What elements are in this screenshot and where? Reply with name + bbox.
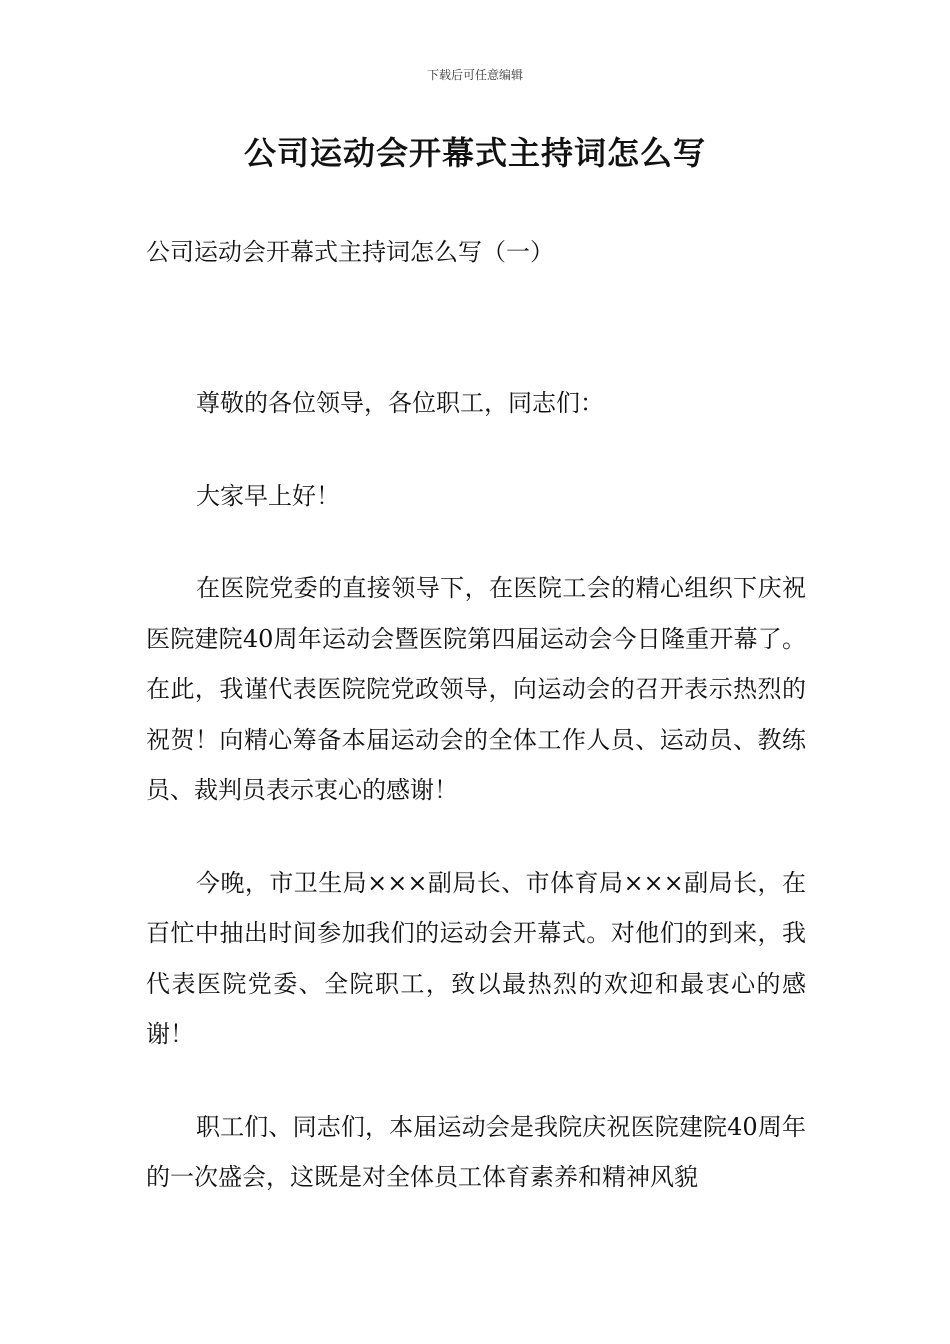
- paragraph-welcome-guests: 今晚，市卫生局×××副局长、市体育局×××副局长，在百忙中抽出时间参加我们的运动会开幕式。对他们的到来，我代表医院党委、全院职工，致以最热烈的欢迎和最衷心的感谢！: [146, 868, 806, 1048]
- paragraph-salutation: 尊敬的各位领导，各位职工，同志们：: [196, 389, 604, 417]
- header-note: 下载后可任意编辑: [426, 68, 523, 82]
- paragraph-opening: 在医院党委的直接领导下，在医院工会的精心组织下庆祝医院建院40周年运动会暨医院第四届运动会今日隆重开幕了。在此，我谨代表医院院党政领导，向运动会的召开表示热烈的祝贺！向精心筹备本届运动会的全体工作人员、运动员、教练员、裁判员表示衷心的感谢！: [146, 574, 806, 804]
- paragraph-significance: 职工们、同志们，本届运动会是我院庆祝医院建院40周年的一次盛会，这既是对全体员工体育素养和精神风貌: [146, 1112, 806, 1191]
- section-heading: 公司运动会开幕式主持词怎么写（一）: [146, 238, 554, 266]
- document-body: [146, 378, 806, 1245]
- document-title: 公司运动会开幕式主持词怎么写: [243, 134, 706, 172]
- paragraph-greeting: 大家早上好！: [196, 481, 340, 510]
